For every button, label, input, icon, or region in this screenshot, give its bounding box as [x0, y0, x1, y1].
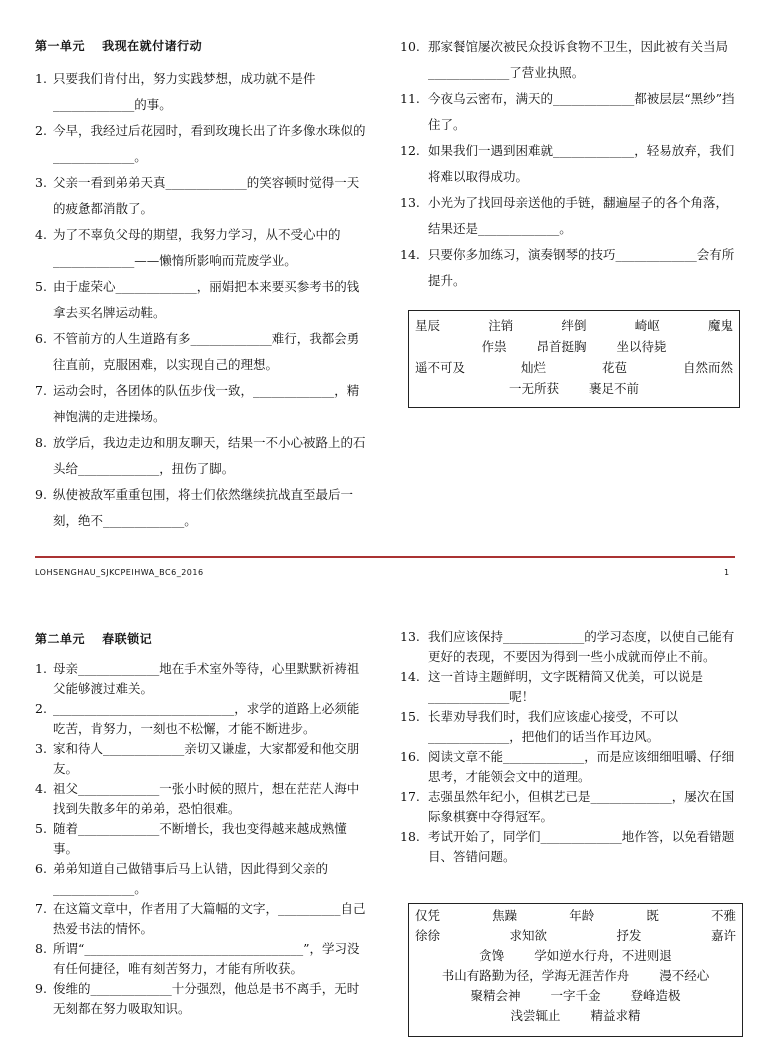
word-bank-term: 学如逆水行舟，不进则退 — [534, 948, 672, 963]
question-text: 那家餐馆屡次被民众投诉食物不卫生，因此被有关当局_____________了营业执照。 — [428, 39, 729, 80]
word-bank-row — [409, 378, 739, 399]
question-number: 5. — [35, 821, 47, 836]
question-text: 这一首诗主题鲜明，文字既精简又优美，可以说是_____________呢！ — [428, 669, 704, 704]
question-number: 13. — [400, 629, 420, 644]
word-bank-term: 不雅 — [710, 908, 736, 923]
question-item — [35, 779, 370, 819]
word-bank-row — [409, 986, 742, 1006]
unit2-right-list — [400, 627, 745, 867]
word-bank-term: 登峰造极 — [630, 988, 681, 1003]
word-bank-term: 一无所获 — [508, 381, 559, 396]
question-text: 只要你多加练习，演奏钢琴的技巧_____________会有所提升。 — [428, 247, 735, 288]
question-text: 运动会时，各团体的队伍步伐一致，_____________，精神饱满的走进操场。 — [53, 383, 360, 424]
question-number: 6. — [35, 861, 47, 876]
word-bank-term: 精益求精 — [590, 1008, 641, 1023]
word-bank-term: 仅凭 — [415, 908, 441, 923]
question-item — [35, 859, 370, 899]
unit1-right-column — [400, 34, 740, 294]
question-item — [35, 819, 370, 859]
question-item — [35, 66, 370, 118]
word-bank-term: 昂首挺胸 — [536, 339, 587, 354]
word-bank-row — [409, 966, 742, 986]
question-text: 阅读文章不能_____________，而是应该细细咀嚼、仔细思考，才能领会文中的道理。 — [428, 749, 735, 784]
question-number: 17. — [400, 789, 420, 804]
word-bank-row — [409, 315, 739, 336]
question-number: 9. — [35, 981, 47, 996]
question-number: 14. — [400, 247, 420, 262]
unit2-word-bank — [408, 903, 743, 1037]
question-number: 8. — [35, 435, 47, 450]
question-item — [35, 430, 370, 482]
question-item — [400, 190, 740, 242]
question-item — [35, 899, 370, 939]
question-text: 我们应该保持_____________的学习态度，以使自己能有更好的表现，不要因为得到一些小成就而停止不前。 — [428, 629, 735, 664]
question-item — [35, 739, 370, 779]
question-item — [35, 378, 370, 430]
word-bank-term: 年龄 — [569, 908, 595, 923]
word-bank-term: 花苞 — [601, 360, 627, 375]
question-number: 8. — [35, 941, 47, 956]
word-bank-term: 裹足不前 — [589, 381, 640, 396]
unit1-title: 第一单元 我现在就付诸行动 — [35, 39, 203, 53]
question-text: 小光为了找回母亲送他的手链，翻遍屋子的各个角落，结果还是_____________。 — [428, 195, 729, 236]
word-bank-term: 遥不可及 — [415, 360, 466, 375]
word-bank-term: 一字千金 — [550, 988, 601, 1003]
question-number: 16. — [400, 749, 420, 764]
question-item — [35, 659, 370, 699]
word-bank-term: 漫不经心 — [659, 968, 710, 983]
question-item — [35, 170, 370, 222]
word-bank-term: 星辰 — [415, 318, 441, 333]
question-text: 不管前方的人生道路有多_____________难行，我都会勇往直前，克服困难，以实现自己的理想。 — [53, 331, 360, 372]
word-bank-term: 嘉许 — [710, 928, 736, 943]
question-number: 1. — [35, 71, 47, 86]
word-bank-row — [409, 1006, 742, 1026]
question-text: 所谓“___________________________________”，学习没有任何捷径，唯有刻苦努力，才能有所收获。 — [53, 941, 360, 976]
question-number: 15. — [400, 709, 420, 724]
word-bank-term: 作祟 — [481, 339, 507, 354]
word-bank-term: 聚精会神 — [470, 988, 521, 1003]
question-text: 只要我们肯付出，努力实践梦想，成功就不是件 _____________的事。 — [53, 71, 316, 112]
footer-rule — [35, 556, 735, 558]
question-text: 长辈劝导我们时，我们应该虚心接受，不可以_____________，把他们的话当作耳边风。 — [428, 709, 679, 744]
question-number: 3. — [35, 741, 47, 756]
unit2-left-list — [35, 659, 370, 1019]
question-number: 6. — [35, 331, 47, 346]
question-number: 7. — [35, 383, 47, 398]
question-item — [400, 787, 745, 827]
question-text: 随着_____________不断增长，我也变得越来越成熟懂事。 — [53, 821, 347, 856]
unit1-word-bank — [408, 310, 740, 408]
unit1-left-list — [35, 66, 370, 534]
word-bank-term: 求知欲 — [509, 928, 547, 943]
question-text: 今早，我经过后花园时，看到玫瑰长出了许多像水珠似的_____________。 — [53, 123, 366, 164]
word-bank-term: 徐徐 — [415, 928, 441, 943]
question-text: 放学后，我边走边和朋友聊天，结果一不小心被路上的石头给_____________，扭伤了脚。 — [53, 435, 366, 476]
question-number: 2. — [35, 701, 47, 716]
question-text: 父亲一看到弟弟天真_____________的笑容顿时觉得一天的疲惫都消散了。 — [53, 175, 360, 216]
question-text: 俊维的_____________十分强烈，他总是书不离手，无时无刻都在努力吸取知识。 — [53, 981, 360, 1016]
word-bank-row — [409, 906, 742, 926]
question-item — [35, 979, 370, 1019]
question-item — [400, 138, 740, 190]
question-number: 18. — [400, 829, 420, 844]
question-text: 母亲_____________地在手术室外等待，心里默默祈祷祖父能够渡过难关。 — [53, 661, 360, 696]
question-item — [400, 86, 740, 138]
word-bank-row — [409, 926, 742, 946]
question-number: 4. — [35, 781, 47, 796]
question-item — [400, 827, 745, 867]
question-item — [35, 939, 370, 979]
question-text: 家和待人_____________亲切又谦虚，大家都爱和他交朋友。 — [53, 741, 360, 776]
question-text: 考试开始了，同学们_____________地作答，以免看错题目、答错问题。 — [428, 829, 735, 864]
question-number: 2. — [35, 123, 47, 138]
word-bank-term: 自然而然 — [682, 360, 733, 375]
question-text: 为了不辜负父母的期望，我努力学习，从不受心中的_____________——懒惰所影响而荒废学业。 — [53, 227, 341, 268]
word-bank-term: 既 — [646, 908, 659, 923]
question-number: 10. — [400, 39, 420, 54]
question-number: 9. — [35, 487, 47, 502]
word-bank-row — [409, 946, 742, 966]
question-item — [35, 482, 370, 534]
unit2-left-column — [35, 630, 370, 1019]
question-item — [400, 242, 740, 294]
worksheet-page-2 — [0, 600, 768, 1024]
unit1-left-column — [35, 37, 370, 534]
question-number: 3. — [35, 175, 47, 190]
question-text: 由于虚荣心_____________，丽娟把本来要买参考书的钱拿去买名牌运动鞋。 — [53, 279, 360, 320]
word-bank-term: 注销 — [488, 318, 514, 333]
question-item — [35, 118, 370, 170]
question-text: 在这篇文章中，作者用了大篇幅的文字，__________自己热爱书法的情怀。 — [53, 901, 366, 936]
question-number: 13. — [400, 195, 420, 210]
word-bank-term: 贪馋 — [479, 948, 505, 963]
unit2-right-column — [400, 627, 745, 867]
footer-label: LOHSENGHAU_SJKCPEIHWA_BC6_2016 — [35, 568, 204, 577]
question-item — [400, 747, 745, 787]
question-number: 7. — [35, 901, 47, 916]
question-number: 12. — [400, 143, 420, 158]
question-text: 纵使被敌军重重包围，将士们依然继续抗战直至最后一刻，绝不_____________。 — [53, 487, 354, 528]
page-number: 1 — [724, 568, 730, 577]
unit1-right-list — [400, 34, 740, 294]
question-item — [35, 326, 370, 378]
word-bank-row — [409, 357, 739, 378]
question-text: 祖父_____________一张小时候的照片，想在茫茫人海中找到失散多年的弟弟，恐怕很难。 — [53, 781, 360, 816]
question-number: 1. — [35, 661, 47, 676]
question-number: 5. — [35, 279, 47, 294]
word-bank-term: 崎岖 — [634, 318, 660, 333]
question-item — [35, 222, 370, 274]
question-item — [35, 274, 370, 326]
word-bank-term: 书山有路勤为径，学海无涯苦作舟 — [441, 968, 630, 983]
question-item — [35, 699, 370, 739]
question-item — [400, 707, 745, 747]
question-number: 11. — [400, 91, 420, 106]
word-bank-term: 绊倒 — [561, 318, 587, 333]
question-text: 如果我们一遇到困难就_____________，轻易放弃，我们将难以取得成功。 — [428, 143, 735, 184]
word-bank-term: 焦躁 — [492, 908, 518, 923]
word-bank-term: 灿烂 — [520, 360, 546, 375]
word-bank-term: 抒发 — [616, 928, 642, 943]
question-text: 弟弟知道自己做错事后马上认错，因此得到父亲的_____________。 — [53, 861, 329, 896]
word-bank-term: 坐以待毙 — [616, 339, 667, 354]
question-text: _____________________________，求学的道路上必须能吃苦，肯努力，一刻也不松懈，才能不断进步。 — [53, 701, 360, 736]
question-number: 4. — [35, 227, 47, 242]
question-item — [400, 627, 745, 667]
question-number: 14. — [400, 669, 420, 684]
word-bank-term: 浅尝辄止 — [510, 1008, 561, 1023]
question-text: 今夜乌云密布，满天的_____________都被层层“黑纱”挡住了。 — [428, 91, 735, 132]
question-item — [400, 667, 745, 707]
word-bank-row — [409, 336, 739, 357]
unit2-title: 第二单元 春联锁记 — [35, 632, 153, 646]
question-item — [400, 34, 740, 86]
question-text: 志强虽然年纪小，但棋艺已是_____________，屡次在国际象棋赛中夺得冠军。 — [428, 789, 735, 824]
word-bank-term: 魔鬼 — [707, 318, 733, 333]
